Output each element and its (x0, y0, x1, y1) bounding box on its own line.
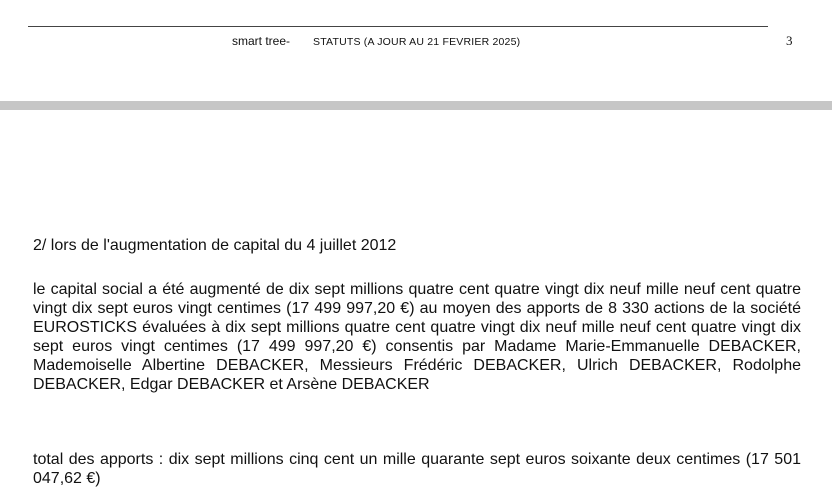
page-number: 3 (786, 33, 793, 48)
page-separator (0, 101, 832, 110)
running-header (0, 33, 832, 49)
header-document-title: STATUTS (A JOUR AU 21 FEVRIER 2025) (313, 36, 521, 48)
total-contributions-paragraph: total des apports : dix sept millions cinq cent un mille quarante sept euros soixante deux centimes (17 501 047,62 €) (33, 451, 801, 487)
page-header-area (0, 0, 832, 101)
header-rule (28, 26, 768, 27)
capital-increase-paragraph: le capital social a été augmenté de dix sept millions quatre cent quatre vingt dix neuf mille neuf cent quatre vingt dix sept euros vingt centimes (17 499 997,20 €) au moyen des apports de 8 330 actions de la société EUROSTICKS évaluées à dix sept millions quatre cent quatre vingt dix neuf mille neuf cent quatre vingt dix sept euros vingt centimes (17 499 997,20 €) consentis par Madame Marie-Emmanuelle DEBACKER, Mademoiselle Albertine DEBACKER, Messieurs Frédéric DEBACKER, Ulrich DEBACKER, Rodolphe DEBACKER, Edgar DEBACKER et Arsène DEBACKER (33, 281, 801, 393)
header-brand: smart tree- (232, 34, 291, 48)
section-heading: 2/ lors de l'augmentation de capital du 4 juillet 2012 (33, 237, 397, 254)
